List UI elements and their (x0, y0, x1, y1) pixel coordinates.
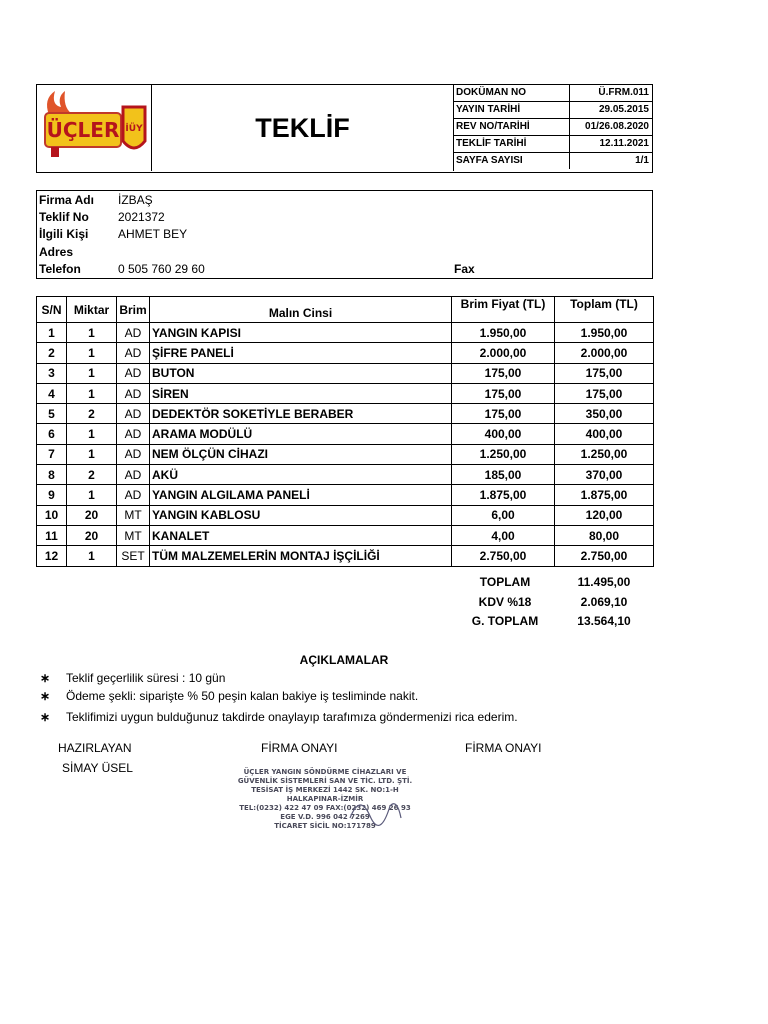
meta-label: TEKLİF TARİHİ (456, 138, 527, 149)
table-row (37, 546, 654, 566)
firm-approval-label-2: FİRMA ONAYI (465, 741, 542, 755)
row-sn: 6 (37, 424, 67, 444)
row-item-name: KANALET (150, 525, 452, 545)
row-total: 1.950,00 (555, 323, 654, 343)
row-total: 350,00 (555, 404, 654, 424)
note-item (40, 671, 225, 685)
row-quantity: 20 (67, 525, 117, 545)
offer-no: 2021372 (118, 210, 165, 224)
meta-row-doc-no (454, 85, 653, 102)
row-quantity: 1 (67, 546, 117, 566)
row-quantity: 1 (67, 323, 117, 343)
row-unit-price: 175,00 (452, 383, 555, 403)
row-total: 175,00 (555, 363, 654, 383)
logo-cell (37, 85, 152, 171)
row-sn: 2 (37, 343, 67, 363)
meta-value: 29.05.2015 (569, 102, 651, 118)
row-sn: 7 (37, 444, 67, 464)
row-total: 400,00 (555, 424, 654, 444)
meta-label: SAYFA SAYISI (456, 155, 523, 166)
row-unit: AD (117, 465, 150, 485)
row-unit-price: 1.875,00 (452, 485, 555, 505)
row-unit: SET (117, 546, 150, 566)
row-unit: AD (117, 404, 150, 424)
contact-label: İlgili Kişi (39, 227, 89, 241)
note-text: Ödeme şekli: siparişte % 50 peşin kalan bakiye iş tesliminde nakit. (66, 689, 419, 703)
row-sn: 4 (37, 383, 67, 403)
document-header (36, 84, 653, 173)
svg-text:ÜÇLER: ÜÇLER (46, 118, 120, 142)
table-row (37, 363, 654, 383)
row-unit: AD (117, 444, 150, 464)
row-quantity: 1 (67, 444, 117, 464)
asterisk-icon: ∗ (40, 671, 51, 685)
firm-name: İZBAŞ (118, 193, 153, 207)
row-sn: 9 (37, 485, 67, 505)
row-item-name: YANGIN ALGILAMA PANELİ (150, 485, 452, 505)
row-total: 370,00 (555, 465, 654, 485)
note-text: Teklif geçerlilik süresi : 10 gün (66, 671, 226, 685)
row-quantity: 1 (67, 343, 117, 363)
row-item-name: NEM ÖLÇÜN CİHAZI (150, 444, 452, 464)
row-item-name: SİREN (150, 383, 452, 403)
fax-label: Fax (454, 262, 475, 276)
phone-value: 0 505 760 29 60 (118, 262, 205, 276)
row-unit: MT (117, 505, 150, 525)
row-unit-price: 2.750,00 (452, 546, 555, 566)
meta-row-publish-date (454, 102, 653, 119)
row-unit: AD (117, 343, 150, 363)
contact-name: AHMET BEY (118, 227, 188, 241)
table-row (37, 444, 654, 464)
row-item-name: YANGIN KABLOSU (150, 505, 452, 525)
meta-value: 1/1 (569, 153, 651, 169)
row-unit-price: 4,00 (452, 525, 555, 545)
table-row (37, 323, 654, 343)
vat-value: 2.069,10 (580, 595, 628, 609)
items-table (36, 296, 654, 567)
stamp-line: TEL:(0232) 422 47 09 FAX:(0232) 469 26 93 (239, 804, 411, 812)
row-unit-price: 400,00 (452, 424, 555, 444)
table-row (37, 404, 654, 424)
row-total: 2.750,00 (555, 546, 654, 566)
grand-total-label: G. TOPLAM (471, 614, 539, 628)
row-quantity: 1 (67, 383, 117, 403)
offer-no-label: Teklif No (39, 210, 89, 224)
row-total: 1.875,00 (555, 485, 654, 505)
row-sn: 10 (37, 505, 67, 525)
row-total: 175,00 (555, 383, 654, 403)
notes-title: AÇIKLAMALAR (299, 653, 389, 667)
col-header-quantity: Miktar (67, 297, 117, 323)
note-item (40, 689, 418, 703)
col-header-sn: S/N (37, 297, 67, 323)
note-item (40, 710, 518, 724)
signature-scribble (345, 788, 405, 832)
table-header-row (37, 297, 654, 323)
stamp-line: GÜVENLİK SİSTEMLERİ SAN VE TİC. LTD. ŞTİ. (237, 777, 413, 785)
table-row (37, 383, 654, 403)
stamp-line: ÜÇLER YANGIN SÖNDÜRME CİHAZLARI VE (243, 768, 407, 776)
table-row (37, 485, 654, 505)
row-sn: 1 (37, 323, 67, 343)
stamp-line: TİCARET SİCİL NO:171789 (274, 822, 376, 830)
firm-approval-label-1: FİRMA ONAYI (261, 741, 338, 755)
row-unit-price: 175,00 (452, 404, 555, 424)
row-quantity: 1 (67, 424, 117, 444)
row-quantity: 2 (67, 465, 117, 485)
prepared-by-label: HAZIRLAYAN (58, 741, 132, 755)
prepared-by-name: SİMAY ÜSEL (62, 761, 133, 775)
meta-row-offer-date (454, 136, 653, 153)
col-header-total: Toplam (TL) (555, 297, 654, 323)
row-quantity: 2 (67, 404, 117, 424)
meta-label: DOKÜMAN NO (456, 87, 526, 98)
row-item-name: ŞİFRE PANELİ (150, 343, 452, 363)
row-unit: AD (117, 323, 150, 343)
meta-label: REV NO/TARİHİ (456, 121, 530, 132)
phone-label: Telefon (39, 262, 81, 276)
row-total: 120,00 (555, 505, 654, 525)
col-header-unit: Brim (117, 297, 150, 323)
firm-info (36, 190, 653, 279)
row-item-name: DEDEKTÖR SOKETİYLE BERABER (150, 404, 452, 424)
row-total: 80,00 (555, 525, 654, 545)
row-unit-price: 2.000,00 (452, 343, 555, 363)
col-header-unit-price: Brim Fiyat (TL) (452, 297, 555, 323)
row-sn: 11 (37, 525, 67, 545)
row-unit: AD (117, 485, 150, 505)
row-sn: 3 (37, 363, 67, 383)
row-unit: AD (117, 383, 150, 403)
row-quantity: 1 (67, 363, 117, 383)
col-header-item: Malın Cinsi (150, 297, 452, 323)
table-row (37, 343, 654, 363)
meta-value: 01/26.08.2020 (569, 119, 651, 135)
asterisk-icon: ∗ (40, 689, 51, 703)
meta-row-page-count (454, 153, 653, 170)
row-total: 1.250,00 (555, 444, 654, 464)
row-sn: 12 (37, 546, 67, 566)
subtotal-label: TOPLAM (479, 575, 531, 589)
grand-total-value: 13.564,10 (577, 614, 631, 628)
document-meta (453, 85, 653, 171)
row-unit-price: 185,00 (452, 465, 555, 485)
stamp-line: TESİSAT İŞ MERKEZİ 1442 SK. NO:1-H (251, 786, 399, 794)
table-row (37, 465, 654, 485)
table-row (37, 424, 654, 444)
meta-row-revision (454, 119, 653, 136)
row-item-name: TÜM MALZEMELERİN MONTAJ İŞÇİLİĞİ (150, 546, 452, 566)
row-unit-price: 6,00 (452, 505, 555, 525)
stamp-line: EGE V.D. 996 042 7269 (280, 813, 370, 821)
row-sn: 8 (37, 465, 67, 485)
meta-value: 12.11.2021 (569, 136, 651, 152)
document-title: TEKLİF (255, 112, 350, 143)
svg-text:İÜY: İÜY (125, 124, 143, 134)
row-item-name: BUTON (150, 363, 452, 383)
firm-name-label: Firma Adı (39, 193, 94, 207)
row-sn: 5 (37, 404, 67, 424)
meta-label: YAYIN TARİHİ (456, 104, 521, 115)
row-quantity: 20 (67, 505, 117, 525)
company-logo (37, 85, 151, 171)
table-row (37, 525, 654, 545)
row-unit: AD (117, 363, 150, 383)
meta-value: Ü.FRM.011 (569, 85, 651, 101)
items-body (37, 323, 654, 567)
row-unit-price: 175,00 (452, 363, 555, 383)
table-row (37, 505, 654, 525)
row-item-name: YANGIN KAPISI (150, 323, 452, 343)
company-stamp (225, 768, 425, 834)
row-unit: MT (117, 525, 150, 545)
row-unit: AD (117, 424, 150, 444)
subtotal-value: 11.495,00 (577, 575, 631, 589)
asterisk-icon: ∗ (40, 710, 51, 724)
row-unit-price: 1.250,00 (452, 444, 555, 464)
vat-label: KDV %18 (478, 595, 532, 609)
note-text: Teklifimizi uygun bulduğunuz takdirde onaylayıp tarafımıza göndermenizi rica ederim. (66, 710, 518, 724)
row-item-name: AKÜ (150, 465, 452, 485)
stamp-line: HALKAPINAR-İZMİR (286, 795, 364, 803)
row-quantity: 1 (67, 485, 117, 505)
row-item-name: ARAMA MODÜLÜ (150, 424, 452, 444)
address-label: Adres (39, 245, 74, 259)
row-unit-price: 1.950,00 (452, 323, 555, 343)
row-total: 2.000,00 (555, 343, 654, 363)
